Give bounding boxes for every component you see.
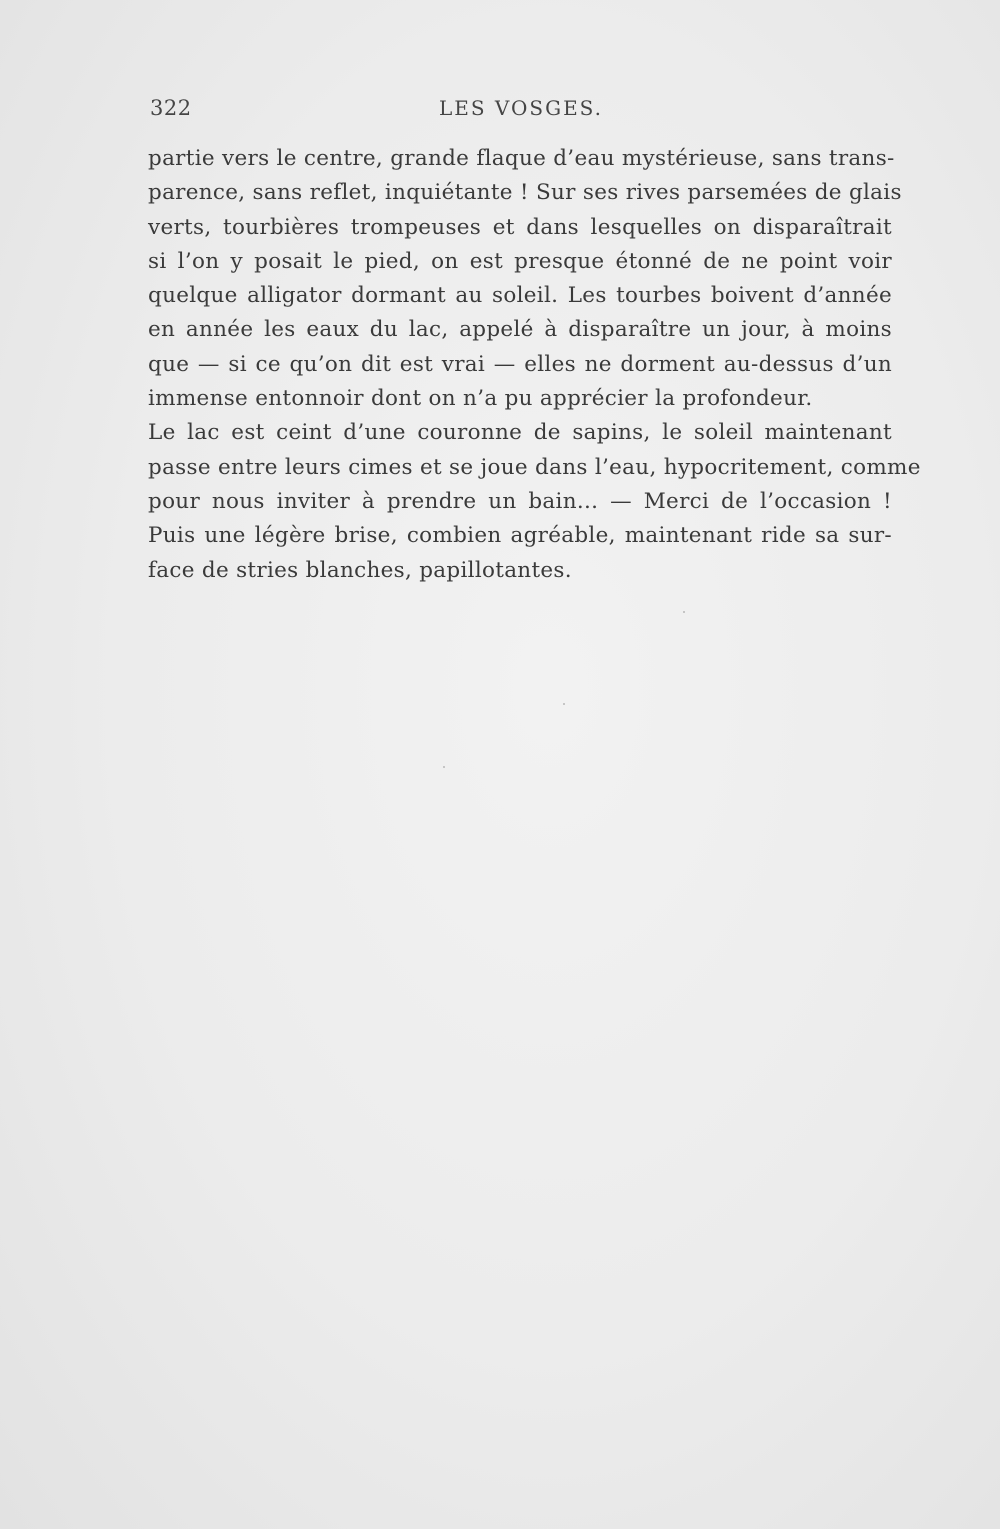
text-line: partie vers le centre, grande flaque d’eau mystérieuse, sans trans- [148, 146, 895, 171]
body-text [148, 142, 921, 588]
paragraph-2 [148, 416, 921, 587]
paragraph-1 [148, 142, 902, 416]
paper-speck [563, 703, 565, 705]
text-line: que — si ce qu’on dit est vrai — elles ne dorment au-dessus d’un [148, 351, 892, 377]
text-line: Puis une légère brise, combien agréable, maintenant ride sa sur- [148, 523, 892, 549]
text-line: face de stries blanches, papillotantes. [148, 557, 572, 583]
running-head: LES VOSGES. [438, 96, 604, 120]
page-number: 322 [150, 96, 192, 120]
text-line: immense entonnoir dont on n’a pu apprécier la profondeur. [148, 386, 813, 412]
page-header [150, 96, 892, 130]
paper-speck [443, 766, 445, 768]
text-line: pour nous inviter à prendre un bain... — Merci de l’occasion ! [148, 488, 892, 514]
paper-speck [683, 611, 685, 613]
text-line: Le lac est ceint d’une couronne de sapins, le soleil maintenant [148, 420, 892, 446]
text-line: passe entre leurs cimes et se joue dans l’eau, hypocritement, comme [148, 454, 921, 480]
text-line: si l’on y posait le pied, on est presque étonné de ne point voir [148, 248, 892, 274]
text-line: parence, sans reflet, inquiétante ! Sur ses rives parsemées de glais [148, 180, 902, 206]
text-line: quelque alligator dormant au soleil. Les tourbes boivent d’année [148, 283, 892, 309]
text-line: en année les eaux du lac, appelé à disparaître un jour, à moins [148, 317, 892, 343]
text-line: verts, tourbières trompeuses et dans lesquelles on disparaîtrait [148, 214, 892, 240]
